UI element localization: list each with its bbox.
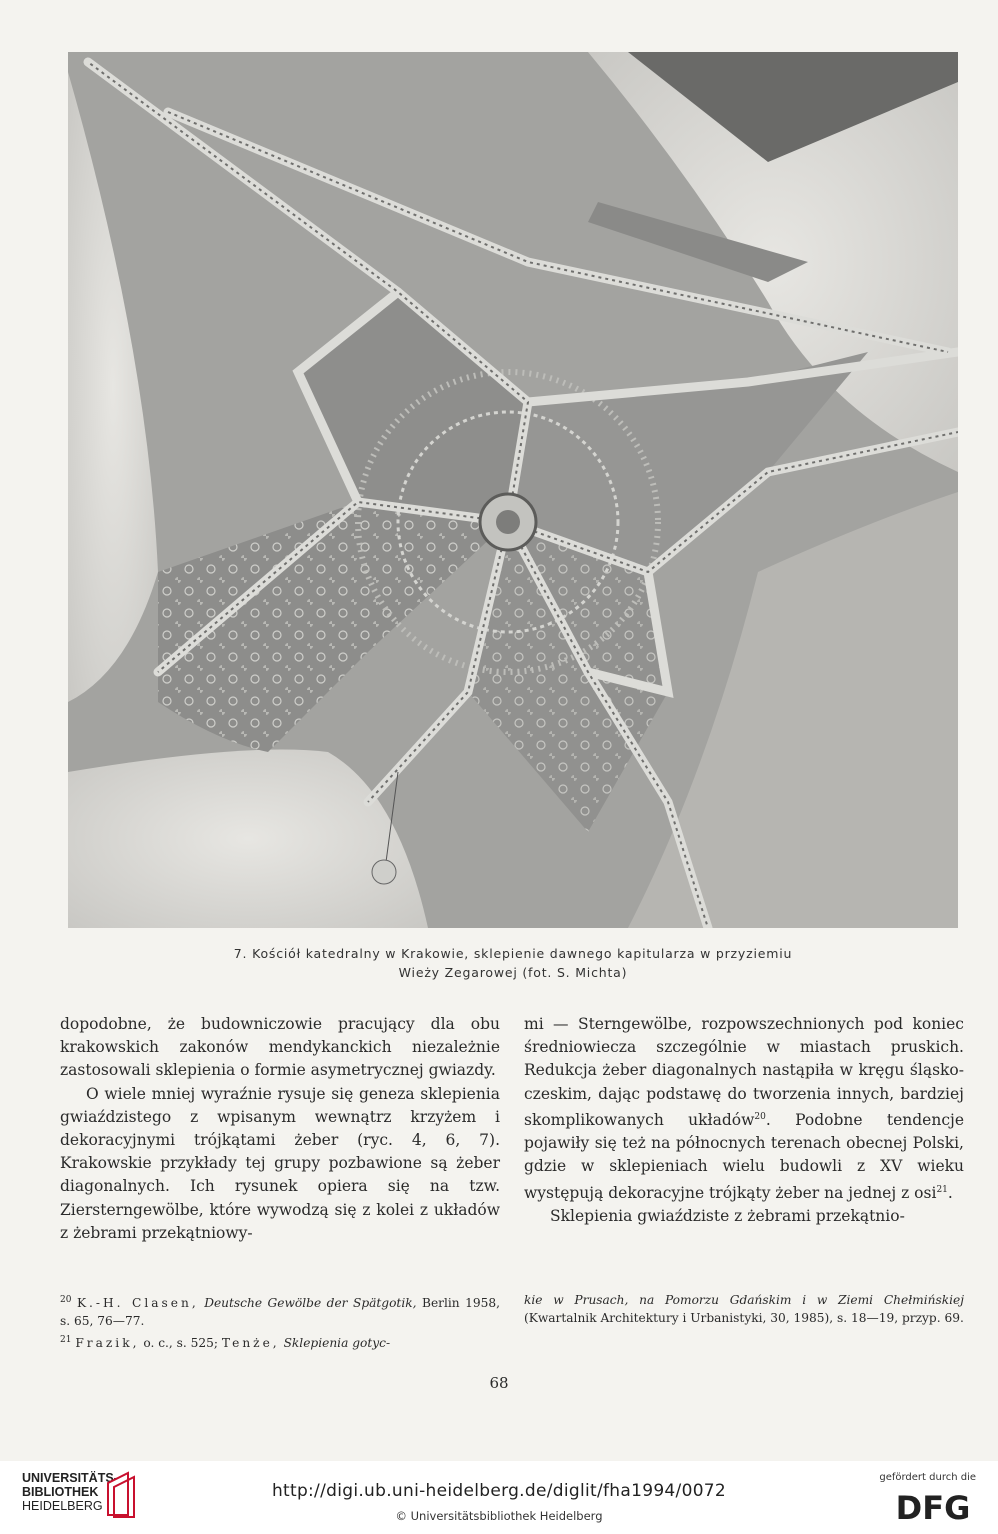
- right-paragraph-1-text-b: . Podobne tendencje pojawiły się też na północnych terenach obecnej Polski, gdzie w sklepieniach wielu budowli z XV wieku występują dekoracyjne trójkąty żeber na jednej z osi: [524, 1110, 964, 1202]
- figure-caption-line-2: Wieży Zegarowej (fot. S. Michta): [398, 965, 628, 980]
- left-paragraph-2: O wiele mniej wyraźnie rysuje się geneza sklepienia gwiaździstego z wpisanym wewnątrz krzyżem i dekoracyjnymi trójkątami żeber (ryc. 4, 6, 7). Krakowskie przykłady tej grupy pozbawione są żeber diagonalnych. Ich rysunek opiera się na tzw. Ziersterngewölbe, które wywodzą się z kolei z układów z żebrami przekątniowy-: [60, 1084, 500, 1242]
- footnote-21-title: Sklepienia gotyc-: [283, 1335, 391, 1350]
- figure-caption-line-1: 7. Kościół katedralny w Krakowie, sklepienie dawnego kapitularza w przyziemiu: [233, 946, 793, 961]
- copyright-notice: © Universitätsbibliothek Heidelberg: [395, 1509, 603, 1523]
- library-name-line-3: HEIDELBERG: [22, 1499, 103, 1513]
- right-paragraph-2: Sklepienia gwiaździste z żebrami przekątnio-: [550, 1206, 905, 1225]
- footnote-21-continued: [524, 1291, 964, 1328]
- footnote-21: [60, 1331, 500, 1352]
- footnote-21-author: Frazik,: [75, 1335, 140, 1350]
- footnotes-left: [60, 1291, 500, 1352]
- digital-library-footer: [0, 1461, 998, 1534]
- footnote-20: [60, 1291, 500, 1331]
- left-column: [60, 1013, 500, 1245]
- permalink-url[interactable]: http://digi.ub.uni-heidelberg.de/diglit/fha1994/0072: [271, 1481, 727, 1501]
- footnote-20-title: Deutsche Gewölbe der Spätgotik,: [204, 1296, 417, 1311]
- footnote-ref-21: 21: [936, 1184, 948, 1195]
- right-paragraph-1-text-c: .: [947, 1183, 953, 1202]
- star-vault-image: [68, 52, 958, 928]
- footnotes-right: [524, 1291, 964, 1328]
- footnote-21-cont-title: kie w Prusach, na Pomorzu Gdańskim i w Ziemi Chełmińskiej: [524, 1293, 964, 1307]
- dfg-logo-icon: [888, 1489, 978, 1525]
- footnote-21-number: 21: [60, 1334, 72, 1345]
- dfg-logo-text: DFG: [895, 1489, 971, 1525]
- right-paragraph-1: [524, 1013, 964, 1205]
- library-name-line-2: BIBLIOTHEK: [22, 1485, 99, 1499]
- footnote-21-author2: Tenże,: [221, 1335, 280, 1350]
- right-column: [524, 1013, 964, 1228]
- footnote-21-cont-rest: (Kwartalnik Architektury i Urbanistyki, 30, 1985), s. 18—19, przyp. 69.: [524, 1311, 964, 1326]
- left-paragraph-1: dopodobne, że budowniczowie pracujący dla obu krakowskich zakonów mendykanckich niezależnie zastosowali sklepienia o formie asymetrycznej gwiazdy.: [60, 1015, 500, 1080]
- right-paragraph-1-text-a: mi — Sterngewölbe, rozpowszechnionych pod koniec średniowiecza szczególnie w miastach pruskich. Redukcja żeber diagonalnych nastąpiła w kręgu śląsko-czeskim, dając podstawę do tworzenia innych, bardziej skomplikowanych układów: [524, 1015, 964, 1129]
- page-number: 68: [489, 1374, 509, 1392]
- funding-label: gefördert durch die: [879, 1472, 976, 1483]
- footnote-20-rest: Berlin 1958, s. 65, 76—77.: [60, 1296, 500, 1329]
- footnote-20-number: 20: [60, 1295, 72, 1305]
- footnote-ref-20: 20: [754, 1111, 766, 1122]
- vault-photograph: [68, 52, 958, 928]
- footnote-20-author: K.-H. Clasen,: [76, 1296, 199, 1311]
- library-name-line-1: UNIVERSITÄTS-: [22, 1471, 118, 1485]
- footnote-21-mid: o. c., s. 525;: [143, 1335, 219, 1350]
